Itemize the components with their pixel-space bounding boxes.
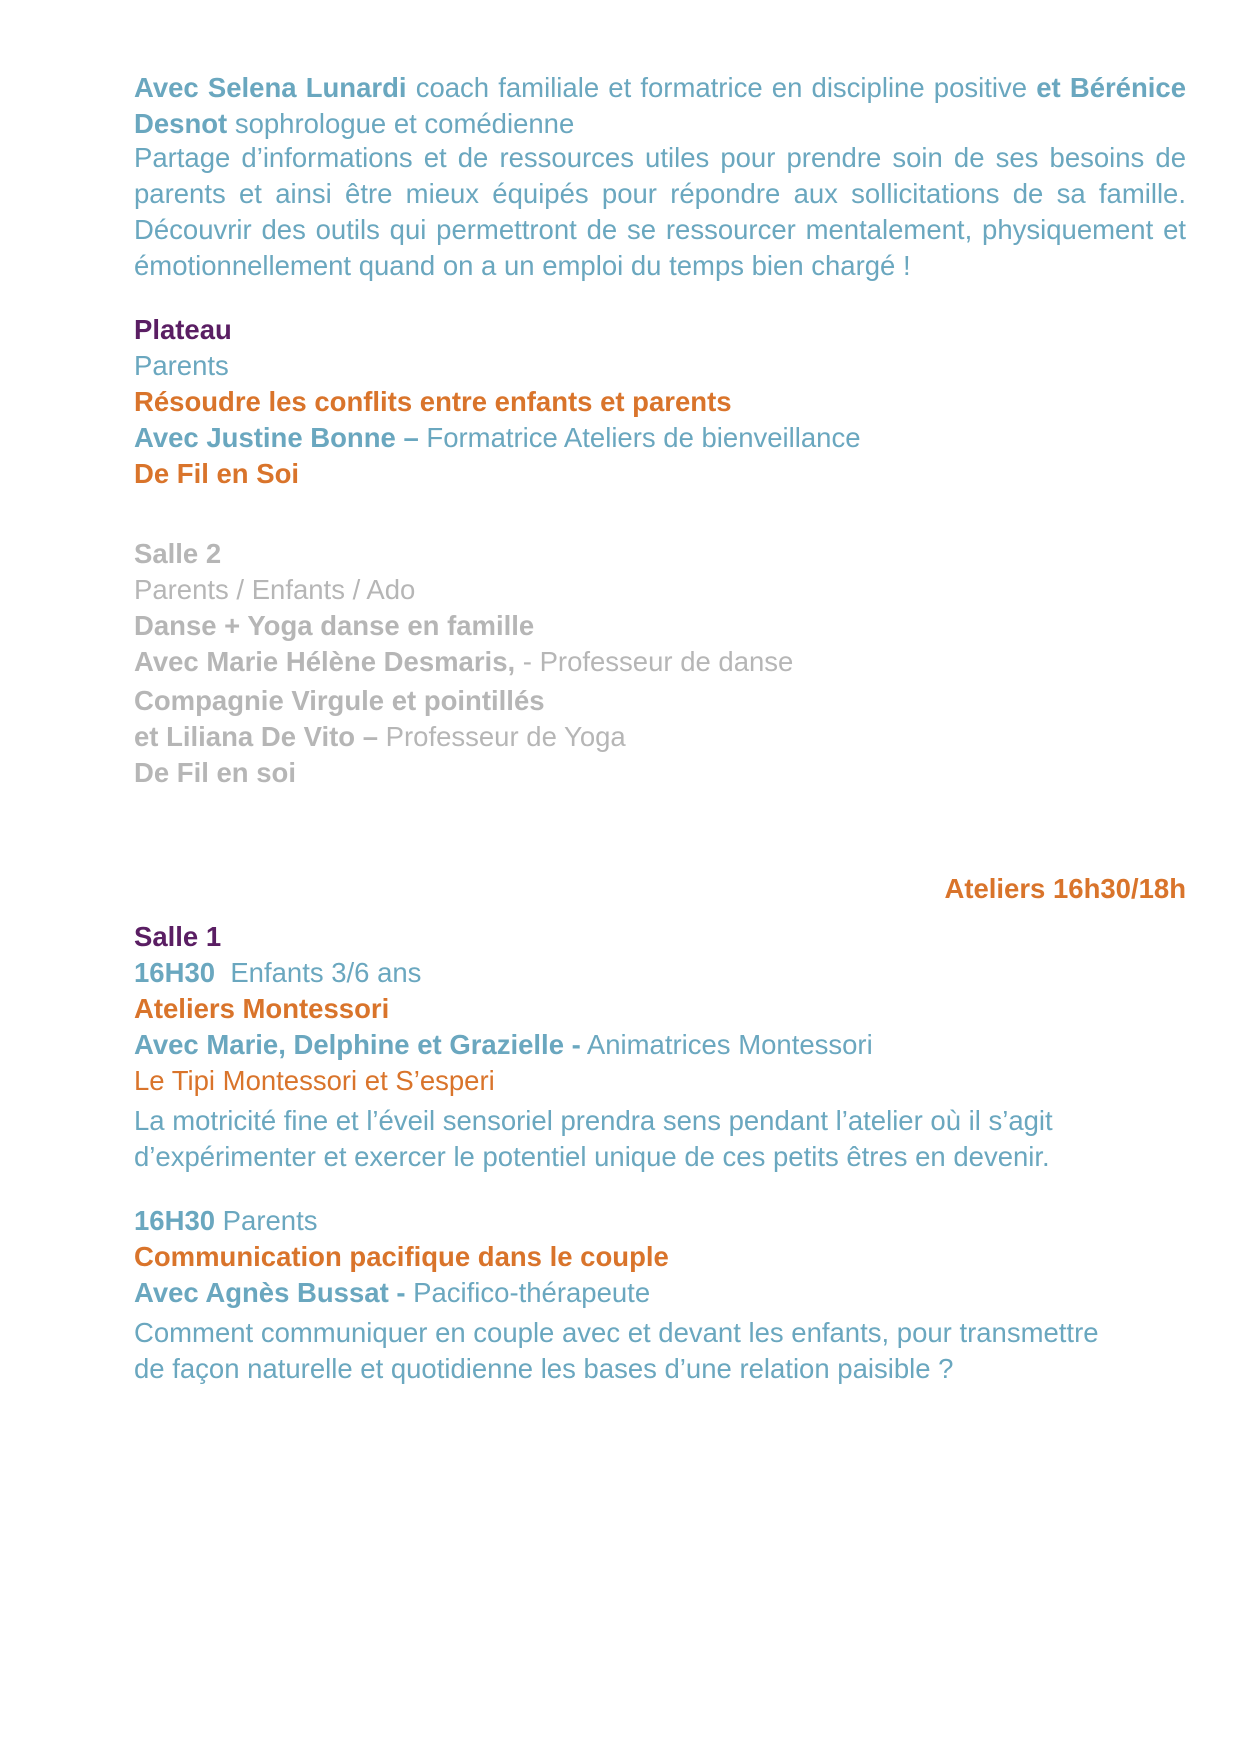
speaker-role: Animatrices Montessori <box>580 1029 873 1060</box>
speaker-role: - Professeur de danse <box>515 646 794 677</box>
audience-salle2: Parents / Enfants / Ado <box>134 574 416 605</box>
session2 <box>134 1203 1186 1387</box>
ateliers-heading: Ateliers 16h30/18h <box>944 873 1186 904</box>
speaker-name: Avec Marie, Delphine et Grazielle - <box>134 1029 581 1060</box>
audience-plateau: Parents <box>134 350 229 381</box>
speaker-role: Professeur de Yoga <box>378 721 626 752</box>
speaker-role: Pacifico-thérapeute <box>405 1277 651 1308</box>
speaker-name: Avec Justine Bonne – <box>134 422 419 453</box>
speaker-name-1: Avec Selena Lunardi <box>134 72 407 103</box>
description-montessori: La motricité fine et l’éveil sensoriel prendra sens pendant l’atelier où il s’agit d’expérimenter et exercer le potentiel unique de ces petits êtres en devenir. <box>134 1105 1053 1172</box>
workshop-title-salle2: Danse + Yoga danse en famille <box>134 610 535 641</box>
salle1-section <box>134 919 1186 1387</box>
organization-salle2: De Fil en soi <box>134 757 296 788</box>
speaker-role-2: sophrologue et comédienne <box>227 108 575 139</box>
plateau-section <box>134 312 1186 492</box>
organization-plateau: De Fil en Soi <box>134 458 300 489</box>
workshop-title-plateau: Résoudre les conflits entre enfants et parents <box>134 386 732 417</box>
salle2-section <box>134 536 1186 791</box>
workshop-title-communication: Communication pacifique dans le couple <box>134 1241 669 1272</box>
speaker-line-montessori <box>134 1027 1186 1063</box>
speaker-line-communication <box>134 1275 1186 1311</box>
speaker-role-1: coach familiale et formatrice en discipline positive <box>406 72 1037 103</box>
speaker-name-2: Bérénice Desnot <box>134 72 1187 139</box>
speaker-line-salle2-1 <box>134 644 1186 680</box>
session-time: 16H30 <box>134 1205 216 1236</box>
session2-time-line <box>134 1203 1186 1239</box>
speaker-conjunction: et <box>1036 72 1061 103</box>
intro-section <box>134 70 1186 284</box>
intro-speakers <box>134 70 1186 142</box>
session-audience: Parents <box>215 1205 318 1236</box>
speaker-name: et Liliana De Vito – <box>134 721 379 752</box>
organization-montessori: Le Tipi Montessori et S’esperi <box>134 1065 495 1096</box>
session-audience: Enfants 3/6 ans <box>215 957 422 988</box>
program-content <box>134 70 1186 1387</box>
room-label-plateau: Plateau <box>134 314 232 345</box>
description-communication: Comment communiquer en couple avec et devant les enfants, pour transmettre de façon naturelle et quotidienne les bases d’une relation paisible ? <box>134 1317 1099 1384</box>
speaker-line-plateau <box>134 420 1186 456</box>
speaker-line-salle2-2 <box>134 719 1186 755</box>
company-salle2: Compagnie Virgule et pointillés <box>134 685 545 716</box>
speaker-name: Avec Agnès Bussat - <box>134 1277 406 1308</box>
room-label-salle2: Salle 2 <box>134 538 222 569</box>
speaker-role: Formatrice Ateliers de bienveillance <box>418 422 861 453</box>
room-label-salle1: Salle 1 <box>134 921 222 952</box>
session1-time-line <box>134 955 1186 991</box>
speaker-name: Avec Marie Hélène Desmaris, <box>134 646 516 677</box>
intro-description: Partage d’informations et de ressources utiles pour prendre soin de ses besoins de parents et ainsi être mieux équipés pour répondre aux sollicitations de sa famille. Découvrir des outils qui permettront de se ressourcer mentalement, physiquement et émotionnellement quand on a un emploi du temps bien chargé ! <box>134 142 1186 281</box>
workshop-title-montessori: Ateliers Montessori <box>134 993 390 1024</box>
session-time: 16H30 <box>134 957 216 988</box>
